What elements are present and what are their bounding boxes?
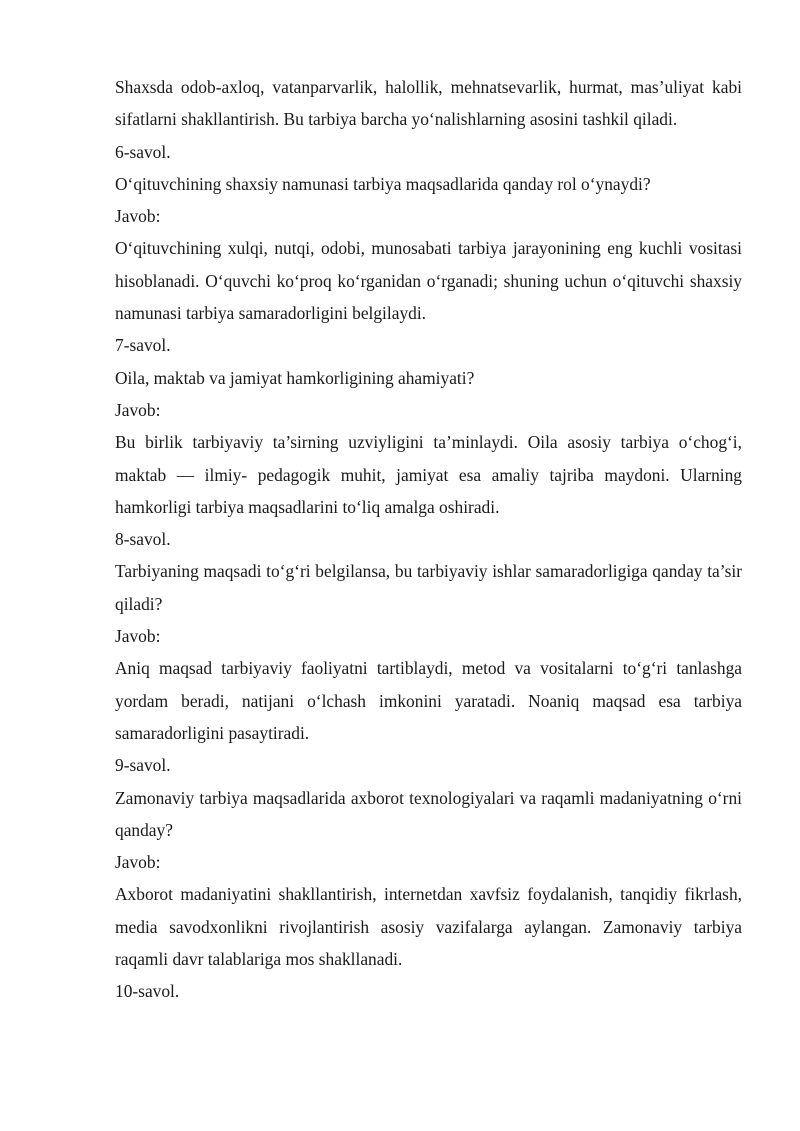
question-text: O‘qituvchining shaxsiy namunasi tarbiya maqsadlarida qanday rol o‘ynaydi? [115,173,651,194]
question-number: 9-savol. [115,755,171,776]
question-text: Oila, maktab va jamiyat hamkorligining ahamiyati? [115,367,475,388]
answer-label: Javob: [115,626,161,647]
answer-paragraph: Axborot madaniyatini shakllantirish, internetdan xavfsiz foydalanish, tanqidiy fikrlash, media savodxonlikni rivojlantirish asosiy vazifalarga aylangan. Zamonaviy tarbiya raqamli davr talablariga mos shakllanadi. [115,884,742,970]
answer-paragraph: O‘qituvchining xulqi, nutqi, odobi, munosabati tarbiya jarayonining eng kuchli vositasi hisoblanadi. O‘quvchi ko‘proq ko‘rganidan o‘rganadi; shuning uchun o‘qituvchi shaxsiy namunasi tarbiya samaradorligini belgilaydi. [115,238,742,324]
answer-label: Javob: [115,399,161,420]
question-number: 8-savol. [115,529,171,550]
answer-paragraph: Shaxsda odob-axloq, vatanparvarlik, halollik, mehnatsevarlik, hurmat, mas’uliyat kabi sifatlarni shakllantirish. Bu tarbiya barcha yo‘nalishlarning asosini tashkil qiladi. [115,77,742,130]
answer-label: Javob: [115,206,161,227]
document-page [115,71,742,1008]
answer-paragraph: Aniq maqsad tarbiyaviy faoliyatni tartiblaydi, metod va vositalarni to‘g‘ri tanlashga yordam beradi, natijani o‘lchash imkonini yaratadi. Noaniq maqsad esa tarbiya samaradorligini pasaytiradi. [115,658,742,743]
answer-paragraph: Bu birlik tarbiyaviy ta’sirning uzviyligini ta’minlaydi. Oila asosiy tarbiya o‘chog‘i, maktab — ilmiy- pedagogik muhit, jamiyat esa amaliy tajriba maydoni. Ularning hamkorligi tarbiya maqsadlarini to‘liq amalga oshiradi. [115,432,742,517]
question-text: Zamonaviy tarbiya maqsadlarida axborot texnologiyalari va raqamli madaniyatning o‘rni qanday? [115,787,742,840]
question-text: Tarbiyaning maqsadi to‘g‘ri belgilansa, bu tarbiyaviy ishlar samaradorligiga qanday ta’sir qiladi? [115,561,742,614]
question-number: 10-savol. [115,981,180,1002]
question-number: 7-savol. [115,335,171,356]
answer-label: Javob: [115,852,161,873]
question-number: 6-savol. [115,141,171,162]
